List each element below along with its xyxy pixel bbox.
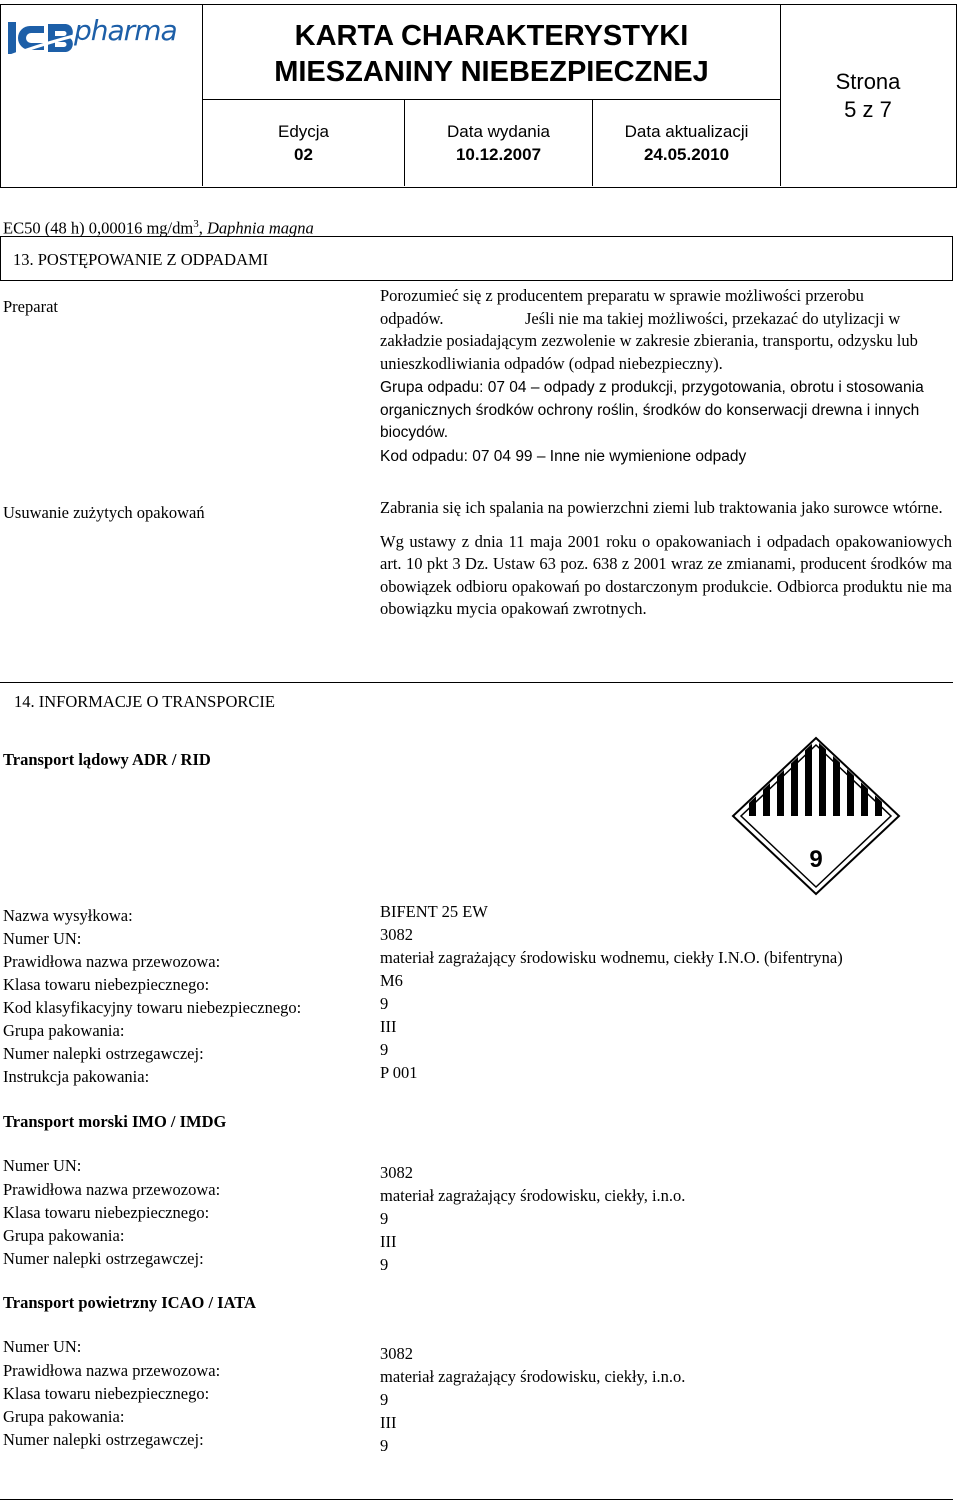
- adr-row-label-5: Grupa pakowania:: [3, 1021, 125, 1040]
- imo-row-value-0: 3082: [380, 1163, 413, 1182]
- adr-row-label-2: Prawidłowa nazwa przewozowa:: [3, 952, 221, 971]
- page-label: Strona: [835, 69, 901, 94]
- imo-row-value-4: 9: [380, 1255, 389, 1274]
- packaging-label: Usuwanie zużytych opakowań: [3, 503, 205, 522]
- header-mid-divider: [202, 99, 780, 100]
- preparat-paragraph-2: Jeśli nie ma takiej możliwości, przekazać do utylizacji w zakładzie posiadającym zezwolenie w zakresie zbierania, transportu, odzysku lub unieszkodliwiania odpadów (odpad niebezpieczny).: [380, 308, 918, 373]
- packaging-paragraph-1: Zabrania się ich spalania na powierzchni ziemi lub traktowania jako surowce wtórne.: [380, 498, 943, 517]
- imo-row-label-4: Numer nalepki ostrzegawczej:: [3, 1249, 204, 1268]
- icao-row-label-0: Numer UN:: [3, 1337, 82, 1356]
- adr-row-label-7: Instrukcja pakowania:: [3, 1067, 150, 1086]
- section-14-rule: [0, 682, 953, 683]
- update-date-value: 24.05.2010: [643, 145, 730, 164]
- icao-row-value-0: 3082: [380, 1344, 413, 1363]
- footer-rule: [0, 1499, 953, 1500]
- document-title-line1: KARTA CHARAKTERYSTYKI: [294, 20, 689, 52]
- page-number: 5 z 7: [844, 97, 892, 122]
- imo-row-label-3: Grupa pakowania:: [3, 1226, 125, 1245]
- hazard-diamond-number: 9: [809, 846, 823, 873]
- preparat-label: Preparat: [3, 297, 58, 316]
- imo-row-value-2: 9: [380, 1209, 389, 1228]
- icao-row-label-2: Klasa towaru niebezpiecznego:: [3, 1384, 210, 1403]
- packaging-content: [380, 497, 952, 621]
- icao-row-label-3: Grupa pakowania:: [3, 1407, 125, 1426]
- section-14-heading: 14. INFORMACJE O TRANSPORCIE: [14, 692, 275, 711]
- preparat-paragraph-4: Kod odpadu: 07 04 99 – Inne nie wymienione odpady: [380, 447, 747, 465]
- ec50-text: EC50 (48 h) 0,00016 mg/dm: [3, 218, 194, 238]
- adr-row-label-3: Klasa towaru niebezpiecznego:: [3, 975, 210, 994]
- imo-row-label-2: Klasa towaru niebezpiecznego:: [3, 1203, 210, 1222]
- imo-row-label-0: Numer UN:: [3, 1156, 82, 1175]
- section-13-heading-box: [0, 236, 953, 281]
- icao-row-value-3: III: [380, 1413, 397, 1432]
- imo-row-value-3: III: [380, 1232, 397, 1251]
- adr-row-value-6: 9: [380, 1040, 389, 1059]
- adr-row-label-1: Numer UN:: [3, 929, 82, 948]
- hazard-class-9-icon: [731, 736, 901, 901]
- ec50-exponent: 3: [193, 218, 199, 230]
- adr-row-value-3: M6: [380, 971, 403, 990]
- header-col-divider-1: [404, 99, 405, 186]
- ec50-species: Daphnia magna: [206, 218, 314, 238]
- icao-row-value-2: 9: [380, 1390, 389, 1409]
- imo-row-label-1: Prawidłowa nazwa przewozowa:: [3, 1180, 221, 1199]
- adr-row-value-4: 9: [380, 994, 389, 1013]
- section-13-heading: 13. POSTĘPOWANIE Z ODPADAMI: [13, 250, 269, 269]
- icao-title: Transport powietrzny ICAO / IATA: [3, 1293, 256, 1312]
- ec50-separator: ,: [198, 218, 207, 238]
- adr-row-value-5: III: [380, 1017, 397, 1036]
- header-col-divider-2: [592, 99, 593, 186]
- packaging-paragraph-2: Wg ustawy z dnia 11 maja 2001 roku o opakowaniach i odpadach opakowaniowych art. 10 pkt 3 Dz. Ustaw 63 poz. 638 z 2001 wraz ze zmianami, producent środków ma obowiązek odbioru opakowań po dostarczonym produkcie. Odbiorca produktu nie ma obowiązku mycia opakowań zwrotnych.: [380, 531, 952, 618]
- hazard-diamond-graphic: [731, 736, 901, 896]
- adr-row-label-4: Kod klasyfikacyjny towaru niebezpiecznego:: [3, 998, 302, 1017]
- icao-row-label-4: Numer nalepki ostrzegawczej:: [3, 1430, 204, 1449]
- adr-row-value-1: 3082: [380, 925, 413, 944]
- adr-row-value-2: materiał zagrażający środowisku wodnemu, ciekły I.N.O. (bifentryna): [380, 948, 843, 967]
- preparat-content: [380, 285, 952, 468]
- update-date-label: Data aktualizacji: [624, 122, 749, 141]
- adr-row-value-0: BIFENT 25 EW: [380, 902, 488, 921]
- imo-row-value-1: materiał zagrażający środowisku, ciekły, i.n.o.: [380, 1186, 686, 1205]
- logo-brand-visual: pharma: [74, 14, 177, 47]
- preparat-paragraph-3: Grupa odpadu: 07 04 – odpady z produkcji, przygotowania, obrotu i stosowania organicznych środków ochrony roślin, środków do konserwacji drewna i innych biocydów.: [380, 379, 924, 441]
- adr-title: Transport lądowy ADR / RID: [3, 750, 211, 769]
- preparat-paragraph-1: Porozumieć się z producentem preparatu w sprawie możliwości przerobu odpadów.: [380, 286, 864, 328]
- imo-title: Transport morski IMO / IMDG: [3, 1112, 227, 1131]
- adr-row-label-6: Numer nalepki ostrzegawczej:: [3, 1044, 204, 1063]
- adr-row-label-0: Nazwa wysyłkowa:: [3, 906, 133, 925]
- issue-date-label: Data wydania: [446, 122, 550, 141]
- issue-date-value: 10.12.2007: [455, 145, 542, 164]
- edition-label: Edycja: [277, 122, 330, 141]
- document-title-line2: MIESZANINY NIEBEZPIECZNEJ: [274, 56, 709, 88]
- icao-row-value-1: materiał zagrażający środowisku, ciekły, i.n.o.: [380, 1367, 686, 1386]
- icao-row-value-4: 9: [380, 1436, 389, 1455]
- icao-row-label-1: Prawidłowa nazwa przewozowa:: [3, 1361, 221, 1380]
- adr-row-value-7: P 001: [380, 1063, 418, 1082]
- edition-value: 02: [294, 145, 313, 164]
